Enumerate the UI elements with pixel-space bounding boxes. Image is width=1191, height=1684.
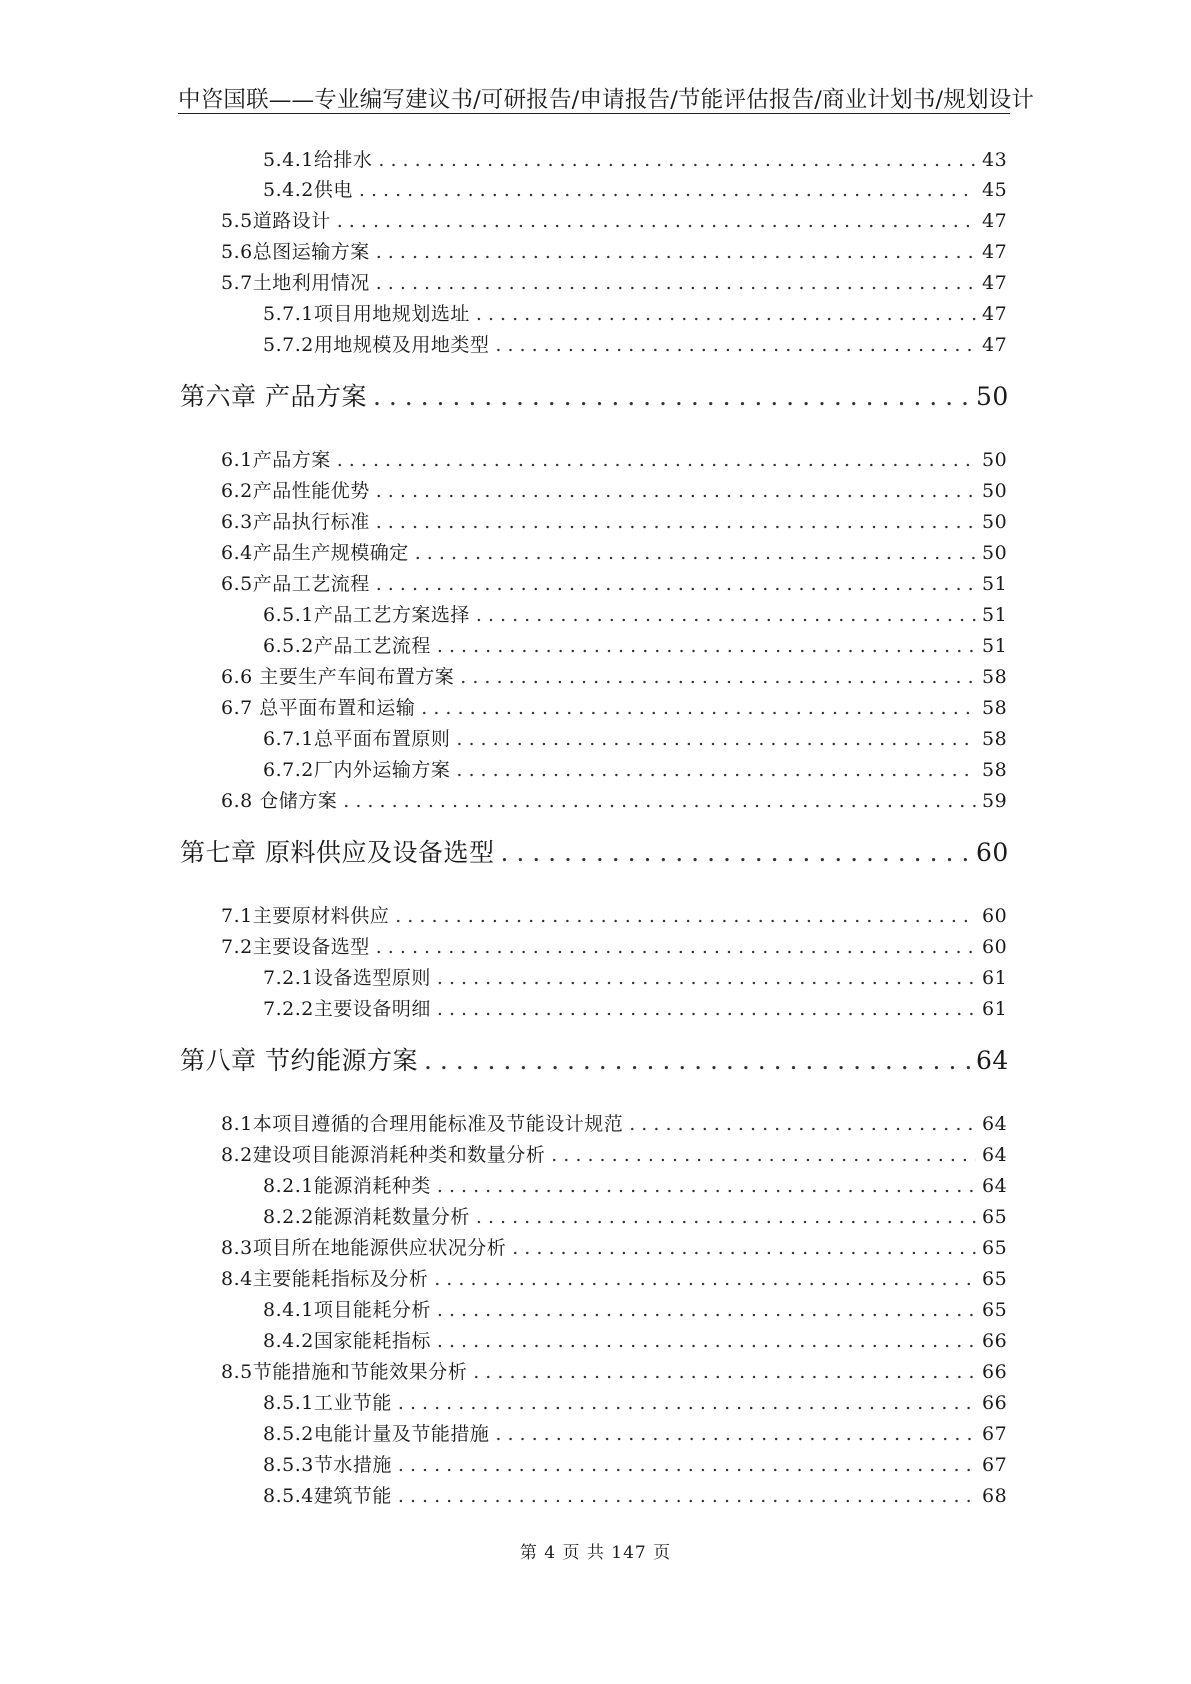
toc-dot-leader: [421, 697, 976, 719]
toc-entry[interactable]: [221, 901, 1006, 928]
toc-entry-page-number: 50: [982, 511, 1008, 533]
toc-entry-page-number: 50: [982, 542, 1008, 564]
toc-dot-leader: [437, 1175, 976, 1197]
toc-entry[interactable]: [221, 786, 1006, 813]
toc-dot-leader: [512, 1237, 976, 1259]
toc-entry-label: 6.8 仓储方案: [221, 790, 338, 812]
toc-entry[interactable]: [263, 1202, 1006, 1229]
toc-dot-leader: [398, 1454, 976, 1476]
toc-entry-page-number: 58: [982, 666, 1008, 688]
toc-entry[interactable]: [263, 1388, 1006, 1415]
toc-entry[interactable]: [263, 1326, 1006, 1353]
toc-dot-leader: [376, 511, 976, 533]
toc-entry[interactable]: [221, 1233, 1006, 1260]
toc-entry-page-number: 47: [982, 303, 1008, 325]
toc-entry[interactable]: [221, 237, 1006, 264]
toc-entry-label: 8.5.2电能计量及节能措施: [263, 1423, 490, 1445]
toc-entry[interactable]: [221, 693, 1006, 720]
toc-entry-label: 6.1产品方案: [221, 449, 331, 471]
toc-dot-leader: [359, 179, 976, 201]
toc-entry[interactable]: [263, 755, 1006, 782]
toc-entry-label: 8.5节能措施和节能效果分析: [221, 1361, 468, 1383]
toc-entry-label: 5.7.1项目用地规划选址: [263, 303, 470, 325]
toc-entry-page-number: 64: [982, 1144, 1008, 1166]
toc-entry[interactable]: [263, 145, 1006, 172]
toc-entry[interactable]: [263, 330, 1006, 357]
toc-entry-label: 5.7.2用地规模及用地类型: [263, 334, 490, 356]
toc-entry-page-number: 50: [976, 382, 1009, 411]
toc-entry-label: 第七章 原料供应及设备选型: [180, 838, 495, 867]
toc-entry-page-number: 67: [982, 1454, 1008, 1476]
toc-chapter-entry[interactable]: [180, 1041, 1009, 1077]
toc-entry-label: 5.5道路设计: [221, 210, 331, 232]
toc-dot-leader: [495, 334, 976, 356]
toc-entry[interactable]: [221, 1140, 1006, 1167]
toc-dot-leader: [437, 1330, 976, 1352]
toc-chapter-entry[interactable]: [180, 377, 1009, 413]
toc-entry-page-number: 59: [982, 790, 1008, 812]
toc-entry-page-number: 58: [982, 759, 1008, 781]
toc-entry-label: 6.5.2产品工艺流程: [263, 635, 431, 657]
toc-entry[interactable]: [221, 662, 1006, 689]
toc-entry[interactable]: [263, 1419, 1006, 1446]
toc-entry[interactable]: [263, 175, 1006, 202]
toc-dot-leader: [629, 1113, 976, 1135]
toc-entry-page-number: 65: [982, 1237, 1008, 1259]
toc-entry-page-number: 60: [982, 905, 1008, 927]
toc-dot-leader: [337, 449, 976, 471]
toc-dot-leader: [343, 790, 976, 812]
toc-dot-leader: [376, 936, 976, 958]
toc-entry-page-number: 45: [982, 179, 1008, 201]
toc-dot-leader: [376, 573, 976, 595]
toc-entry-label: 8.5.4建筑节能: [263, 1485, 392, 1507]
toc-dot-leader: [473, 1361, 976, 1383]
toc-entry-label: 第六章 产品方案: [180, 382, 367, 411]
toc-entry-page-number: 66: [982, 1392, 1008, 1414]
toc-dot-leader: [434, 1268, 976, 1290]
toc-dot-leader: [378, 149, 976, 171]
toc-entry[interactable]: [221, 268, 1006, 295]
toc-entry-label: 8.1本项目遵循的合理用能标准及节能设计规范: [221, 1113, 624, 1135]
toc-entry[interactable]: [221, 538, 1006, 565]
toc-entry-page-number: 43: [982, 149, 1008, 171]
toc-dot-leader: [460, 666, 976, 688]
toc-entry-page-number: 65: [982, 1206, 1008, 1228]
toc-entry-page-number: 61: [982, 967, 1008, 989]
toc-entry-label: 8.2.1能源消耗种类: [263, 1175, 431, 1197]
page-footer: 第 4 页 共 147 页: [519, 1543, 672, 1563]
toc-entry-page-number: 50: [982, 449, 1008, 471]
toc-entry-page-number: 67: [982, 1423, 1008, 1445]
toc-dot-leader: [376, 272, 976, 294]
toc-entry[interactable]: [263, 963, 1006, 990]
toc-entry-label: 8.4.1项目能耗分析: [263, 1299, 431, 1321]
toc-entry[interactable]: [221, 1109, 1006, 1136]
toc-entry-label: 7.2.1设备选型原则: [263, 967, 431, 989]
toc-dot-leader: [500, 838, 970, 867]
toc-dot-leader: [476, 303, 976, 325]
toc-entry-page-number: 66: [982, 1361, 1008, 1383]
toc-entry[interactable]: [263, 1481, 1006, 1508]
toc-entry[interactable]: [221, 445, 1006, 472]
toc-entry-page-number: 60: [976, 838, 1009, 867]
toc-dot-leader: [376, 480, 976, 502]
toc-chapter-entry[interactable]: [180, 833, 1009, 869]
toc-entry[interactable]: [221, 569, 1006, 596]
toc-dot-leader: [373, 382, 970, 411]
toc-entry-label: 6.4产品生产规模确定: [221, 542, 409, 564]
toc-entry-page-number: 61: [982, 998, 1008, 1020]
toc-dot-leader: [437, 1299, 976, 1321]
toc-entry-label: 8.5.3节水措施: [263, 1454, 392, 1476]
toc-dot-leader: [337, 210, 976, 232]
toc-entry-label: 6.5.1产品工艺方案选择: [263, 604, 470, 626]
toc-entry-page-number: 64: [982, 1113, 1008, 1135]
toc-entry-page-number: 65: [982, 1268, 1008, 1290]
toc-dot-leader: [437, 635, 976, 657]
toc-dot-leader: [551, 1144, 976, 1166]
toc-entry[interactable]: [263, 1450, 1006, 1477]
toc-entry-label: 8.4.2国家能耗指标: [263, 1330, 431, 1352]
toc-entry-page-number: 60: [982, 936, 1008, 958]
toc-entry-label: 第八章 节约能源方案: [180, 1046, 418, 1075]
toc-entry-label: 8.4主要能耗指标及分析: [221, 1268, 429, 1290]
toc-entry[interactable]: [221, 932, 1006, 959]
toc-entry[interactable]: [263, 600, 1006, 627]
toc-entry-label: 8.2建设项目能源消耗种类和数量分析: [221, 1144, 546, 1166]
toc-dot-leader: [476, 1206, 976, 1228]
toc-entry-page-number: 64: [982, 1175, 1008, 1197]
toc-entry[interactable]: [221, 1264, 1006, 1291]
toc-entry-label: 6.7.2厂内外运输方案: [263, 759, 451, 781]
toc-entry-label: 7.2主要设备选型: [221, 936, 370, 958]
toc-entry-label: 8.3项目所在地能源供应状况分析: [221, 1237, 507, 1259]
toc-entry-page-number: 50: [982, 480, 1008, 502]
toc-entry[interactable]: [221, 1357, 1006, 1384]
page-header-title: 中咨国联——专业编写建议书/可研报告/申请报告/节能评估报告/商业计划书/规划设计: [178, 87, 1035, 113]
toc-dot-leader: [398, 1392, 976, 1414]
toc-entry[interactable]: [263, 631, 1006, 658]
toc-entry-label: 8.2.2能源消耗数量分析: [263, 1206, 470, 1228]
toc-dot-leader: [437, 967, 976, 989]
toc-entry-page-number: 47: [982, 210, 1008, 232]
toc-entry[interactable]: [221, 476, 1006, 503]
toc-dot-leader: [476, 604, 976, 626]
toc-entry-page-number: 47: [982, 334, 1008, 356]
toc-entry-label: 6.2产品性能优势: [221, 480, 370, 502]
toc-dot-leader: [398, 1485, 976, 1507]
toc-entry[interactable]: [263, 994, 1006, 1021]
toc-entry-label: 5.7土地利用情况: [221, 272, 370, 294]
toc-entry-label: 6.5产品工艺流程: [221, 573, 370, 595]
toc-dot-leader: [415, 542, 976, 564]
toc-entry-label: 5.6总图运输方案: [221, 241, 370, 263]
toc-entry[interactable]: [263, 724, 1006, 751]
toc-dot-leader: [424, 1046, 970, 1075]
toc-entry-page-number: 66: [982, 1330, 1008, 1352]
toc-entry-page-number: 68: [982, 1485, 1008, 1507]
toc-entry[interactable]: [263, 1295, 1006, 1322]
toc-entry[interactable]: [263, 299, 1006, 326]
toc-entry-page-number: 51: [982, 635, 1008, 657]
toc-entry-label: 6.3产品执行标准: [221, 511, 370, 533]
toc-dot-leader: [456, 759, 976, 781]
toc-dot-leader: [376, 241, 976, 263]
toc-dot-leader: [395, 905, 976, 927]
toc-entry-label: 7.2.2主要设备明细: [263, 998, 431, 1020]
toc-entry-page-number: 58: [982, 728, 1008, 750]
toc-entry-page-number: 47: [982, 272, 1008, 294]
toc-entry-page-number: 47: [982, 241, 1008, 263]
toc-entry[interactable]: [263, 1171, 1006, 1198]
toc-entry-label: 5.4.2供电: [263, 179, 353, 201]
toc-entry-page-number: 51: [982, 573, 1008, 595]
toc-entry-label: 5.4.1给排水: [263, 149, 373, 171]
toc-entry-page-number: 64: [976, 1046, 1009, 1075]
toc-dot-leader: [456, 728, 976, 750]
toc-entry-label: 6.7.1总平面布置原则: [263, 728, 451, 750]
toc-entry-label: 6.6 主要生产车间布置方案: [221, 666, 455, 688]
toc-dot-leader: [495, 1423, 976, 1445]
toc-entry-page-number: 58: [982, 697, 1008, 719]
toc-entry[interactable]: [221, 206, 1006, 233]
toc-entry-label: 7.1主要原材料供应: [221, 905, 390, 927]
toc-entry-label: 8.5.1工业节能: [263, 1392, 392, 1414]
toc-entry-label: 6.7 总平面布置和运输: [221, 697, 416, 719]
toc-entry-page-number: 65: [982, 1299, 1008, 1321]
toc-entry-page-number: 51: [982, 604, 1008, 626]
toc-dot-leader: [437, 998, 976, 1020]
toc-entry[interactable]: [221, 507, 1006, 534]
